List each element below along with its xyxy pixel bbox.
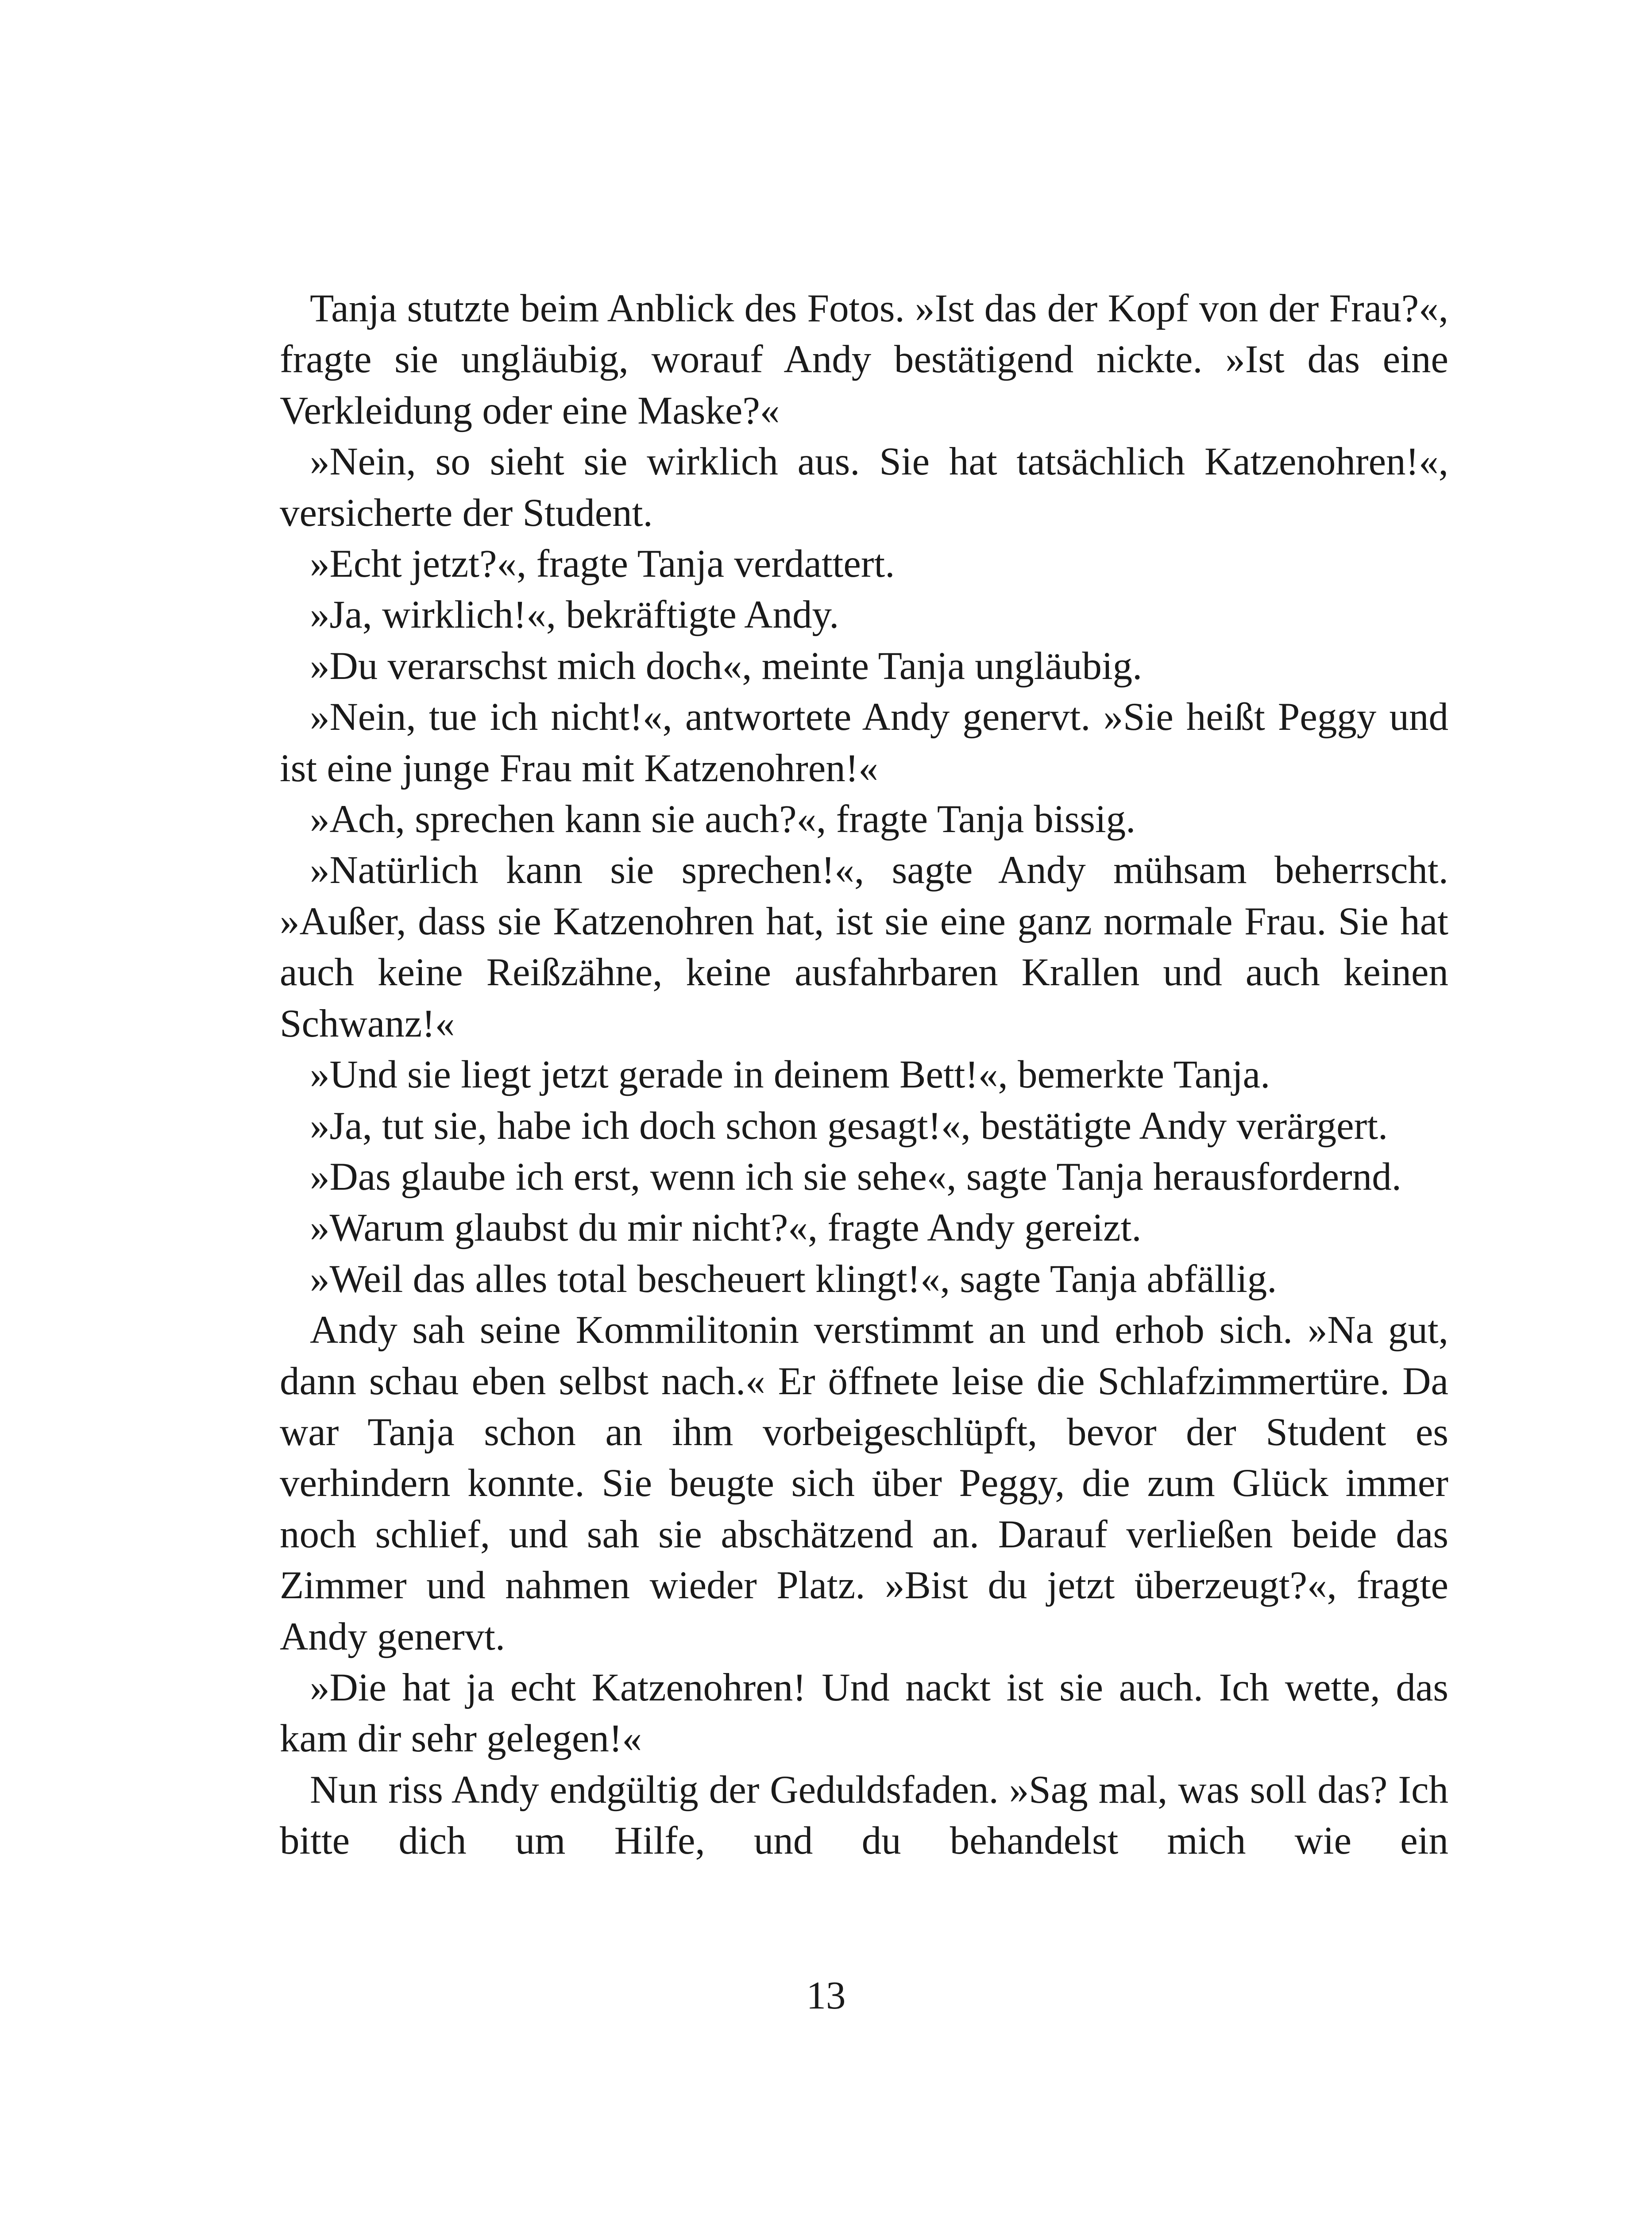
- page-number: 13: [806, 1974, 846, 2017]
- paragraph: »Und sie liegt jetzt gerade in deinem Bett!«, bemerkte Tanja.: [310, 1053, 1270, 1097]
- paragraph: »Die hat ja echt Katzenohren! Und nackt ist sie auch. Ich wette, das kam dir sehr gelegen!«: [280, 1666, 1448, 1761]
- paragraph: »Nein, tue ich nicht!«, antwortete Andy genervt. »Sie heißt Peggy und ist eine junge Frau mit Katzenohren!«: [280, 695, 1448, 790]
- paragraph: Tanja stutzte beim Anblick des Fotos. »Ist das der Kopf von der Frau?«, fragte sie ungläubig, worauf Andy bestätigend nickte. »Ist das eine Verkleidung oder eine Maske?«: [280, 287, 1448, 432]
- paragraph: »Nein, so sieht sie wirklich aus. Sie hat tatsächlich Katzenohren!«, versicherte der Student.: [280, 440, 1448, 535]
- paragraph: »Du verarschst mich doch«, meinte Tanja ungläubig.: [310, 644, 1143, 688]
- paragraph: »Echt jetzt?«, fragte Tanja verdattert.: [310, 542, 895, 586]
- paragraph: Nun riss Andy endgültig der Geduldsfaden. »Sag mal, was soll das? Ich bitte dich um Hilfe, und du behandelst mich wie ein: [280, 1768, 1448, 1863]
- body-text: [280, 283, 1448, 1867]
- paragraph: »Warum glaubst du mir nicht?«, fragte Andy gereizt.: [310, 1206, 1142, 1250]
- paragraph: »Natürlich kann sie sprechen!«, sagte Andy mühsam beherrscht. »Außer, dass sie Katzenohren hat, ist sie eine ganz normale Frau. Sie hat auch keine Reißzähne, keine ausfahrbaren Krallen und auch keinen Schwanz!«: [280, 848, 1448, 1045]
- paragraph: Andy sah seine Kommilitonin verstimmt an und erhob sich. »Na gut, dann schau eben selbst nach.« Er öffnete leise die Schlafzimmertüre. Da war Tanja schon an ihm vorbeigeschlüpft, bevor der Student es verhindern konnte. Sie beugte sich über Peggy, die zum Glück immer noch schlief, und sah sie abschätzend an. Darauf verließen beide das Zimmer und nahmen wieder Platz. »Bist du jetzt überzeugt?«, fragte Andy genervt.: [280, 1308, 1448, 1658]
- paragraph: »Das glaube ich erst, wenn ich sie sehe«, sagte Tanja herausfordernd.: [310, 1155, 1401, 1199]
- paragraph: »Ja, wirklich!«, bekräftigte Andy.: [310, 593, 839, 637]
- paragraph: »Ach, sprechen kann sie auch?«, fragte Tanja bissig.: [310, 798, 1136, 841]
- paragraph: »Ja, tut sie, habe ich doch schon gesagt!«, bestätigte Andy verärgert.: [310, 1104, 1388, 1148]
- paragraph: »Weil das alles total bescheuert klingt!«, sagte Tanja abfällig.: [310, 1257, 1277, 1301]
